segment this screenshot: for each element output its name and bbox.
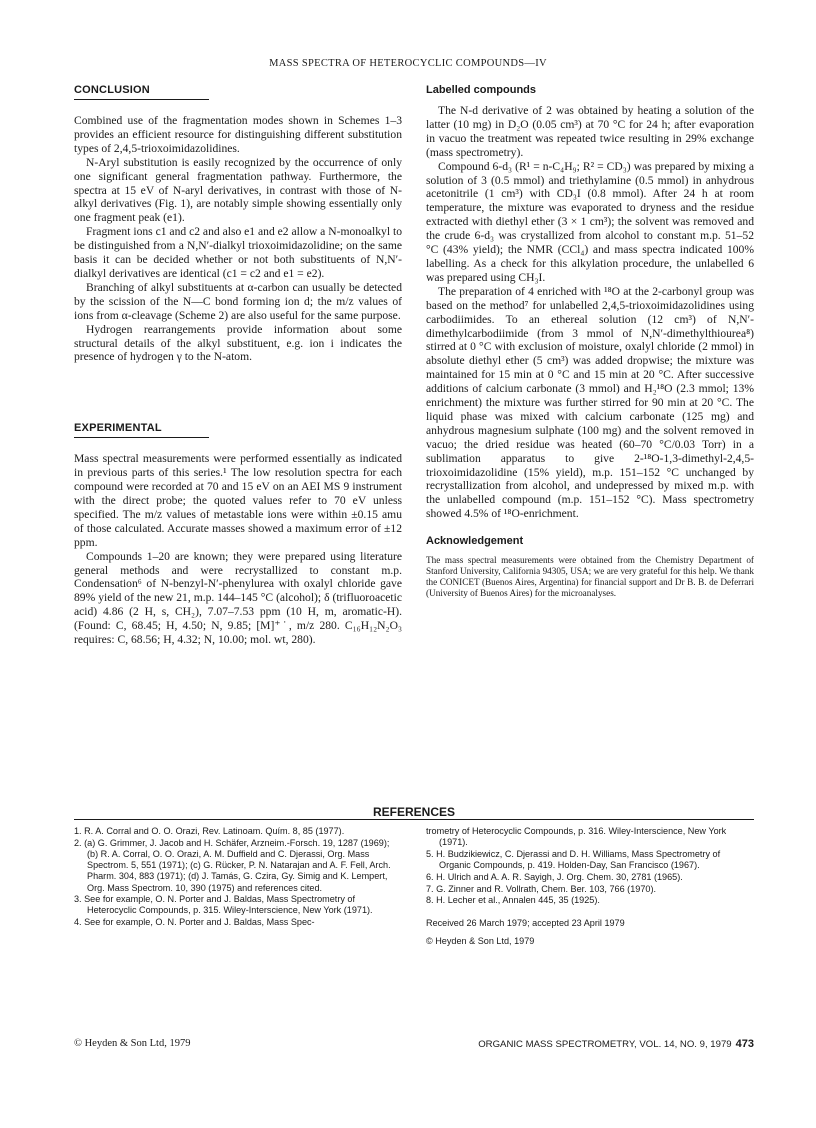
footer-journal (478, 1038, 754, 1050)
labelled-paragraph: The N-d derivative of 2 was obtained by heating a solution of the latter (10 mg) in D₂O (0.05 cm³) at 70 °C for 24 h; after evaporation in vacuo the treatment was repeated twice resulting in 29% exchange (mass spectrometry). (426, 104, 754, 159)
conclusion-paragraph: Fragment ions c1 and c2 and also e1 and e2 allow a N-monoalkyl to be distinguished from a N,N′-dialkyl trioxoimidazolidine; on the same basis it can be decided whether or not both substituents of N,N′-dialkyl derivatives are identical (c1 = c2 and e1 = e2). (74, 225, 402, 280)
labelled-paragraph: Compound 6-d₃ (R¹ = n-C₄H₉; R² = CD₃) was prepared by mixing a solution of 3 (0.5 mmol) and triethylamine (0.5 mmol) in anhydrous acetonitrile (1 cm³) with CD₃I (0.8 mmol). After 24 h at room temperature, the mixture was evaporated to dryness and the residue extracted with diethyl ether (3 × 1 cm³); the solvent was removed and the crude 6-d₃ was crystallized from alcohol to constant m.p. 51–52 °C (43% yield); the NMR (CCl₄) and mass spectra indicated 100% labelling. As a check for this alkylation procedure, the unlabelled 6 was prepared using CH₃I. (426, 159, 754, 284)
conclusion-paragraph: Hydrogen rearrangements provide information about some structural details of the alkyl substituent, e.g. ion i indicates the presence of hydrogen γ to the N-atom. (74, 322, 402, 364)
journal-citation: ORGANIC MASS SPECTROMETRY, VOL. 14, NO. 9, 1979 (478, 1039, 732, 1050)
acknowledgement-heading: Acknowledgement (426, 535, 524, 548)
references-left (74, 826, 402, 929)
reference-item: 2. (a) G. Grimmer, J. Jacob and H. Schäfer, Arzneim.-Forsch. 19, 1287 (1969); (b) R. A. Corral, O. O. Orazi, A. M. Duffield and C. Djerassi, Org. Mass Spectrom. 5, 551 (1971); (c) G. Rücker, P. N. Natarajan and A. F. Fell, Arch. Pharm. 304, 883 (1971); (d) J. Tamás, G. Czira, Gy. Simig and K. Lempert, Org. Mass Spectrom. 10, 390 (1975) and references cited. (74, 837, 391, 893)
reference-item: 5. H. Budzikiewicz, C. Djerassi and D. H. Williams, Mass Spectrometry of Organic Compounds, p. 419. Holden-Day, San Francisco (1967). (426, 848, 721, 871)
experimental-paragraph: Mass spectral measurements were performed essentially as indicated in previous parts of this series.¹ The low resolution spectra for each compound were recorded at 70 and 15 eV on an AEI MS 9 instrument with the direct probe; the quoted values refer to 70 eV unless specified. The m/z values of metastable ions were within ±0.15 amu of those calculated. Accurate masses showed a maximum error of ±12 ppm. (74, 452, 402, 549)
right-column (426, 84, 754, 599)
page-number: 473 (735, 1038, 754, 1050)
experimental-heading: EXPERIMENTAL (74, 422, 209, 438)
labelled-paragraph: The preparation of 4 enriched with ¹⁸O at the 2-carbonyl group was based on the method⁷ for unlabelled 2,4,5-trioxoimidazolidines using carbodiimides. To an ethereal solution (12 cm³) of N,N′-dimethylcarbodiimide (from 3 mmol of N,N′-dimethylthiourea⁸) stirred at 0 °C with exclusion of moisture, oxalyl chloride (2 mmol) in absolute diethyl ether (5 cm³) was added dropwise; the mixture was maintained for 15 min at 0 °C and 15 min at 20 °C. After successive additions of calcium carbonate (3 mmol) and H₂¹⁸O (2.3 mmol; 13% enrichment) the mixture was further stirred for 90 min at 20 °C. The liquid phase was mixed with calcium carbonate (125 mg) and anhydrous magnesium sulphate (100 mg) and the solvent removed in vacuo; the dried residue was heated (60–70 °C/0.03 Torr) in a sublimation apparatus to give 2-¹⁸O-1,3-dimethyl-2,4,5-trioxoimidazolidine (15% yield), m.p. 151–152 °C unchanged by recrystallization from alcohol, and undepressed by mixed m.p. with the unlabelled compound (m.p. 151–152 °C). Mass spectrometry showed 4.5% of ¹⁸O-enrichment. (426, 284, 754, 521)
footer-copyright: © Heyden & Son Ltd, 1979 (74, 1038, 191, 1049)
references-right (426, 826, 754, 946)
publisher-notice: © Heyden & Son Ltd, 1979 (426, 935, 535, 946)
references-heading: REFERENCES (372, 805, 455, 819)
conclusion-paragraph: Branching of alkyl substituents at α-carbon can usually be detected by the scission of the N—C bond forming ion d; the m/z values of ions from α-cleavage (Scheme 2) are also useful for the same purpose. (74, 280, 402, 322)
reference-item: 8. H. Lecher et al., Annalen 445, 35 (1925). (426, 895, 600, 906)
reference-item: 7. G. Zinner and R. Vollrath, Chem. Ber. 103, 766 (1970). (426, 883, 656, 894)
reference-item: 6. H. Ulrich and A. A. R. Sayigh, J. Org. Chem. 30, 2781 (1965). (426, 871, 683, 882)
reference-item: 4. See for example, O. N. Porter and J. Baldas, Mass Spec- (74, 917, 315, 928)
received-dates: Received 26 March 1979; accepted 23 April 1979 (426, 918, 625, 929)
labelled-compounds-heading: Labelled compounds (426, 84, 537, 96)
conclusion-heading: CONCLUSION (74, 84, 209, 100)
reference-item: trometry of Heterocyclic Compounds, p. 316. Wiley-Interscience, New York (1971). (426, 826, 727, 848)
reference-item: 3. See for example, O. N. Porter and J. Baldas, Mass Spectrometry of Heterocyclic Compounds, p. 315. Wiley-Interscience, New York (1971). (74, 894, 373, 916)
references-rule (74, 819, 754, 820)
experimental-paragraph: Compounds 1–20 are known; they were prepared using literature general methods and were recrystallized to constant m.p. Condensation⁶ of N-benzyl-N′-phenylurea with oxalyl chloride gave 89% yield of the new 21, m.p. 144–145 °C (alcohol); δ (trifluoroacetic acid) 4.86 (2 H, s, CH₂), 7.07–7.53 ppm (10 H, m, aromatic-H). (Found: C, 68.45; H, 4.50; N, 9.85; [M]⁺˙, m/z 280. C₁₆H₁₂N₂O₃ requires: C, 68.56; H, 4.32; N, 10.00; mol. wt, 280). (74, 549, 402, 647)
acknowledgement-text: The mass spectral measurements were obtained from the Chemistry Department of Stanford University, California 94305, USA; we are very grateful for this help. We thank the CONICET (Buenos Aires, Argentina) for financial support and Dr B. B. de Deferrari (University of Buenos Aires) for the microanalyses. (426, 555, 754, 599)
conclusion-paragraph: Combined use of the fragmentation modes shown in Schemes 1–3 provides an efficient resource for distinguishing different substitution types of 2,4,5-trioxoimidazolidines. (74, 114, 402, 155)
reference-item: 1. R. A. Corral and O. O. Orazi, Rev. Latinoam. Quím. 8, 85 (1977). (74, 826, 345, 836)
running-head: MASS SPECTRA OF HETEROCYCLIC COMPOUNDS—IV (269, 58, 547, 69)
conclusion-paragraph: N-Aryl substitution is easily recognized by the occurrence of only one significant general fragmentation pathway. Furthermore, the spectra at 15 eV of N-aryl derivatives, in contrast with those of N-alkyl derivatives (Fig. 1), are notably simple showing essentially only one fragment peak (e1). (74, 155, 402, 225)
left-column (74, 84, 402, 647)
